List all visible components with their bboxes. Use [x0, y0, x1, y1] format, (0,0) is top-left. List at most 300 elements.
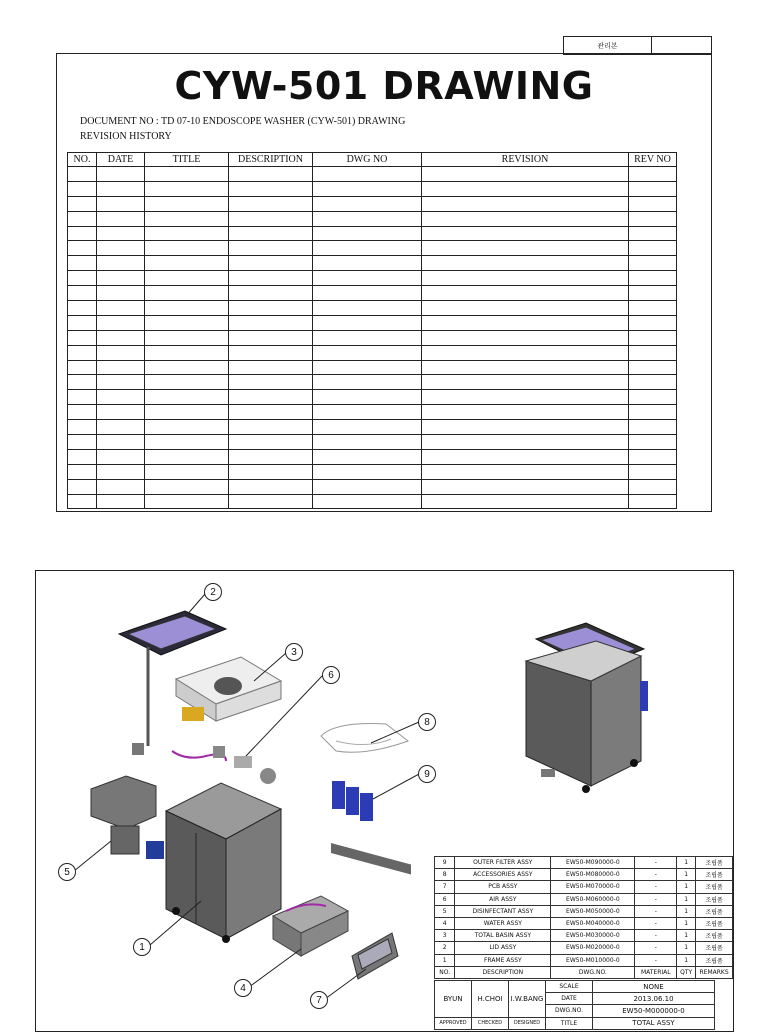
- table-cell: [145, 256, 229, 271]
- parts-cell-material: -: [635, 942, 677, 954]
- table-cell: [68, 494, 97, 509]
- revision-table-header: [68, 153, 677, 167]
- table-cell: [97, 211, 145, 226]
- table-cell: [313, 241, 422, 256]
- page-title: CYW-501 DRAWING: [174, 64, 594, 108]
- table-cell: [313, 479, 422, 494]
- table-cell: [313, 256, 422, 271]
- table-cell: [229, 390, 313, 405]
- table-cell: [229, 375, 313, 390]
- parts-list-row: [435, 881, 733, 893]
- table-row: [68, 286, 677, 301]
- parts-cell-material: -: [635, 893, 677, 905]
- table-cell: [313, 405, 422, 420]
- table-cell: [229, 330, 313, 345]
- table-cell: [313, 494, 422, 509]
- table-cell: [68, 420, 97, 435]
- table-cell: [229, 181, 313, 196]
- table-cell: [97, 479, 145, 494]
- table-row: [68, 405, 677, 420]
- table-cell: [313, 345, 422, 360]
- table-cell: [97, 315, 145, 330]
- table-cell: [97, 390, 145, 405]
- table-row: [68, 420, 677, 435]
- table-cell: [313, 390, 422, 405]
- table-cell: [145, 226, 229, 241]
- table-cell: [229, 167, 313, 182]
- parts-cell-remarks: 조립품: [696, 905, 733, 917]
- table-cell: [68, 181, 97, 196]
- parts-cell-material: -: [635, 954, 677, 966]
- table-cell: [629, 375, 677, 390]
- table-cell: [629, 271, 677, 286]
- table-row: [68, 256, 677, 271]
- table-cell: [629, 241, 677, 256]
- table-cell: [422, 449, 629, 464]
- table-cell: [97, 271, 145, 286]
- parts-cell-remarks: 조립품: [696, 917, 733, 929]
- parts-cell-description: DISINFECTANT ASSY: [455, 905, 551, 917]
- parts-list-row: [435, 942, 733, 954]
- table-cell: [229, 420, 313, 435]
- table-cell: [229, 494, 313, 509]
- parts-cell-material: -: [635, 869, 677, 881]
- table-cell: [313, 271, 422, 286]
- parts-cell-remarks: 조립품: [696, 881, 733, 893]
- table-cell: [422, 390, 629, 405]
- table-cell: [422, 196, 629, 211]
- parts-cell-description: TOTAL BASIN ASSY: [455, 930, 551, 942]
- parts-cell-qty: 1: [677, 893, 696, 905]
- table-cell: [229, 256, 313, 271]
- parts-cell-description: OUTER FILTER ASSY: [455, 857, 551, 869]
- table-cell: [145, 464, 229, 479]
- water-assy-drawing: [273, 896, 348, 956]
- table-row: [68, 301, 677, 316]
- table-cell: [97, 226, 145, 241]
- table-cell: [629, 405, 677, 420]
- document-number: DOCUMENT NO : TD 07-10 ENDOSCOPE WASHER (CYW-501) DRAWING: [80, 116, 406, 127]
- parts-cell-dwg-no: EW50-M080000-0: [551, 869, 635, 881]
- parts-cell-dwg-no: EW50-M020000-0: [551, 942, 635, 954]
- table-cell: [629, 435, 677, 450]
- table-cell: [229, 405, 313, 420]
- column-header: REV NO: [629, 153, 677, 167]
- parts-cell-no: 6: [435, 893, 455, 905]
- basin-assy-drawing: [176, 657, 281, 721]
- table-cell: [629, 167, 677, 182]
- parts-cell-qty: 1: [677, 869, 696, 881]
- table-cell: [229, 315, 313, 330]
- parts-cell-description: LID ASSY: [455, 942, 551, 954]
- table-cell: [145, 181, 229, 196]
- parts-cell-no: 1: [435, 954, 455, 966]
- parts-cell-material: -: [635, 881, 677, 893]
- table-cell: [68, 435, 97, 450]
- table-cell: [422, 405, 629, 420]
- table-cell: [422, 479, 629, 494]
- table-row: [68, 167, 677, 182]
- table-cell: [629, 449, 677, 464]
- parts-list-table: [434, 856, 733, 979]
- parts-list-row: [435, 954, 733, 966]
- parts-cell-remarks: 조립품: [696, 869, 733, 881]
- table-cell: [313, 181, 422, 196]
- table-cell: [229, 196, 313, 211]
- table-cell: [97, 464, 145, 479]
- parts-cell-dwg-no: EW50-M050000-0: [551, 905, 635, 917]
- date-label: DATE: [546, 993, 593, 1005]
- table-cell: [229, 286, 313, 301]
- parts-cell-qty: 1: [677, 857, 696, 869]
- balloon-2: 2: [204, 583, 222, 601]
- balloon-4: 4: [234, 979, 252, 997]
- table-cell: [68, 390, 97, 405]
- table-cell: [422, 494, 629, 509]
- table-cell: [422, 241, 629, 256]
- table-cell: [97, 196, 145, 211]
- table-cell: [68, 256, 97, 271]
- table-cell: [422, 256, 629, 271]
- parts-header-dwg-no: DWG.NO.: [551, 966, 635, 978]
- table-cell: [422, 360, 629, 375]
- table-cell: [68, 271, 97, 286]
- pcb-assy-drawing: [352, 933, 398, 979]
- table-cell: [97, 286, 145, 301]
- air-assy-drawing: [172, 746, 276, 784]
- table-cell: [97, 256, 145, 271]
- table-cell: [629, 420, 677, 435]
- table-cell: [145, 301, 229, 316]
- table-cell: [629, 286, 677, 301]
- dwg-no-label: DWG.NO.: [546, 1005, 593, 1017]
- parts-cell-material: -: [635, 917, 677, 929]
- parts-cell-description: FRAME ASSY: [455, 954, 551, 966]
- assembled-unit-drawing: [526, 623, 648, 793]
- table-cell: [97, 360, 145, 375]
- table-cell: [422, 315, 629, 330]
- table-cell: [629, 315, 677, 330]
- scale-value: NONE: [593, 981, 715, 993]
- table-cell: [422, 420, 629, 435]
- table-cell: [68, 330, 97, 345]
- table-cell: [422, 464, 629, 479]
- table-cell: [68, 196, 97, 211]
- table-cell: [97, 420, 145, 435]
- date-value: 2013.06.10: [593, 993, 715, 1005]
- parts-cell-no: 5: [435, 905, 455, 917]
- table-cell: [629, 181, 677, 196]
- table-cell: [313, 301, 422, 316]
- table-cell: [313, 464, 422, 479]
- table-cell: [97, 181, 145, 196]
- table-cell: [629, 464, 677, 479]
- table-cell: [97, 405, 145, 420]
- balloon-3: 3: [285, 643, 303, 661]
- table-cell: [422, 271, 629, 286]
- table-cell: [229, 464, 313, 479]
- table-row: [68, 196, 677, 211]
- column-header: NO.: [68, 153, 97, 167]
- table-cell: [145, 360, 229, 375]
- frame-assy-drawing: [166, 783, 281, 943]
- table-cell: [97, 167, 145, 182]
- parts-cell-dwg-no: EW50-M030000-0: [551, 930, 635, 942]
- table-cell: [97, 375, 145, 390]
- table-cell: [145, 435, 229, 450]
- table-cell: [313, 449, 422, 464]
- table-cell: [145, 390, 229, 405]
- parts-cell-dwg-no: EW50-M090000-0: [551, 857, 635, 869]
- table-cell: [97, 449, 145, 464]
- table-row: [68, 435, 677, 450]
- table-cell: [229, 301, 313, 316]
- parts-cell-remarks: 조립품: [696, 857, 733, 869]
- table-cell: [145, 479, 229, 494]
- approved-label: APPROVED: [435, 1017, 472, 1029]
- table-cell: [229, 345, 313, 360]
- table-cell: [629, 360, 677, 375]
- table-row: [68, 211, 677, 226]
- table-cell: [629, 226, 677, 241]
- table-cell: [422, 167, 629, 182]
- table-cell: [68, 286, 97, 301]
- table-row: [68, 390, 677, 405]
- table-cell: [97, 330, 145, 345]
- table-cell: [422, 211, 629, 226]
- table-cell: [229, 435, 313, 450]
- table-cell: [68, 405, 97, 420]
- table-cell: [145, 345, 229, 360]
- table-cell: [313, 226, 422, 241]
- parts-list-header: [435, 966, 733, 978]
- parts-cell-remarks: 조립품: [696, 893, 733, 905]
- balloon-7: 7: [310, 991, 328, 1009]
- table-cell: [145, 286, 229, 301]
- disinfectant-assy-drawing: [91, 776, 164, 859]
- table-cell: [68, 315, 97, 330]
- table-row: [68, 330, 677, 345]
- table-row: [68, 494, 677, 509]
- parts-cell-description: PCB ASSY: [455, 881, 551, 893]
- table-cell: [313, 196, 422, 211]
- table-cell: [68, 375, 97, 390]
- checked-label: CHECKED: [472, 1017, 509, 1029]
- assembly-drawing-sheet: [35, 570, 734, 1032]
- table-row: [68, 271, 677, 286]
- table-cell: [313, 360, 422, 375]
- parts-cell-qty: 1: [677, 942, 696, 954]
- table-cell: [145, 405, 229, 420]
- table-cell: [68, 449, 97, 464]
- table-cell: [313, 330, 422, 345]
- parts-cell-description: ACCESSORIES ASSY: [455, 869, 551, 881]
- parts-cell-qty: 1: [677, 917, 696, 929]
- table-cell: [422, 330, 629, 345]
- table-cell: [629, 256, 677, 271]
- parts-list-row: [435, 893, 733, 905]
- table-cell: [629, 494, 677, 509]
- parts-cell-remarks: 조립품: [696, 930, 733, 942]
- designed-name: I.W.BANG: [509, 981, 546, 1018]
- column-header: TITLE: [145, 153, 229, 167]
- table-cell: [229, 449, 313, 464]
- table-cell: [145, 375, 229, 390]
- parts-cell-description: WATER ASSY: [455, 917, 551, 929]
- revision-table: [67, 152, 677, 509]
- revision-history-heading: REVISION HISTORY: [80, 131, 172, 142]
- parts-cell-remarks: 조립품: [696, 942, 733, 954]
- column-header: DESCRIPTION: [229, 153, 313, 167]
- scale-label: SCALE: [546, 981, 593, 993]
- table-cell: [229, 211, 313, 226]
- table-cell: [68, 301, 97, 316]
- table-cell: [68, 464, 97, 479]
- parts-cell-no: 9: [435, 857, 455, 869]
- parts-list-row: [435, 930, 733, 942]
- table-cell: [422, 375, 629, 390]
- table-cell: [68, 211, 97, 226]
- column-header: DATE: [97, 153, 145, 167]
- balloon-9: 9: [418, 765, 436, 783]
- checked-name: H.CHOI: [472, 981, 509, 1018]
- balloon-5: 5: [58, 863, 76, 881]
- dwg-no-value: EW50-M000000-0: [593, 1005, 715, 1017]
- parts-cell-qty: 1: [677, 881, 696, 893]
- parts-list-row: [435, 869, 733, 881]
- balloon-6: 6: [322, 666, 340, 684]
- table-cell: [145, 330, 229, 345]
- table-row: [68, 181, 677, 196]
- table-cell: [97, 494, 145, 509]
- parts-header-no: NO.: [435, 966, 455, 978]
- table-cell: [97, 435, 145, 450]
- table-cell: [629, 196, 677, 211]
- accessories-assy-drawing: [321, 724, 408, 753]
- table-cell: [629, 330, 677, 345]
- parts-cell-dwg-no: EW50-M040000-0: [551, 917, 635, 929]
- parts-list-row: [435, 917, 733, 929]
- table-cell: [145, 196, 229, 211]
- table-row: [68, 449, 677, 464]
- table-cell: [313, 375, 422, 390]
- parts-list-row: [435, 905, 733, 917]
- parts-cell-no: 2: [435, 942, 455, 954]
- table-cell: [422, 226, 629, 241]
- revision-history-sheet: [56, 53, 712, 512]
- table-row: [68, 464, 677, 479]
- column-header: REVISION: [422, 153, 629, 167]
- parts-cell-no: 4: [435, 917, 455, 929]
- parts-cell-remarks: 조립품: [696, 954, 733, 966]
- parts-cell-no: 7: [435, 881, 455, 893]
- table-cell: [229, 271, 313, 286]
- parts-header-description: DESCRIPTION: [455, 966, 551, 978]
- parts-header-material: MATERIAL: [635, 966, 677, 978]
- parts-cell-material: -: [635, 905, 677, 917]
- control-label: 관리본: [564, 37, 652, 54]
- table-cell: [145, 315, 229, 330]
- table-cell: [68, 226, 97, 241]
- table-cell: [313, 286, 422, 301]
- column-header: DWG NO: [313, 153, 422, 167]
- table-cell: [422, 286, 629, 301]
- table-cell: [68, 241, 97, 256]
- table-cell: [145, 420, 229, 435]
- table-cell: [313, 315, 422, 330]
- table-cell: [422, 181, 629, 196]
- parts-cell-dwg-no: EW50-M070000-0: [551, 881, 635, 893]
- table-cell: [229, 479, 313, 494]
- parts-cell-description: AIR ASSY: [455, 893, 551, 905]
- table-cell: [145, 494, 229, 509]
- table-cell: [629, 345, 677, 360]
- table-cell: [97, 345, 145, 360]
- table-row: [68, 345, 677, 360]
- table-cell: [145, 449, 229, 464]
- parts-list-row: [435, 857, 733, 869]
- table-cell: [229, 241, 313, 256]
- table-row: [68, 226, 677, 241]
- table-cell: [229, 360, 313, 375]
- balloon-8: 8: [418, 713, 436, 731]
- parts-cell-no: 8: [435, 869, 455, 881]
- table-cell: [97, 301, 145, 316]
- balloon-1: 1: [133, 938, 151, 956]
- parts-cell-qty: 1: [677, 954, 696, 966]
- parts-cell-qty: 1: [677, 905, 696, 917]
- parts-cell-material: -: [635, 857, 677, 869]
- table-row: [68, 360, 677, 375]
- table-cell: [145, 167, 229, 182]
- parts-cell-no: 3: [435, 930, 455, 942]
- table-row: [68, 315, 677, 330]
- outer-filter-assy-drawing: [331, 781, 411, 874]
- title-block: [434, 980, 715, 1030]
- table-cell: [422, 435, 629, 450]
- table-cell: [629, 390, 677, 405]
- parts-header-remarks: REMARKS: [696, 966, 733, 978]
- table-cell: [422, 345, 629, 360]
- table-cell: [313, 167, 422, 182]
- table-cell: [68, 479, 97, 494]
- table-cell: [97, 241, 145, 256]
- table-cell: [145, 211, 229, 226]
- table-cell: [229, 226, 313, 241]
- table-cell: [422, 301, 629, 316]
- parts-cell-qty: 1: [677, 930, 696, 942]
- table-cell: [629, 479, 677, 494]
- table-cell: [145, 241, 229, 256]
- table-cell: [629, 211, 677, 226]
- table-cell: [145, 271, 229, 286]
- approved-name: BYUN: [435, 981, 472, 1018]
- table-row: [68, 479, 677, 494]
- parts-cell-dwg-no: EW50-M010000-0: [551, 954, 635, 966]
- parts-cell-dwg-no: EW50-M060000-0: [551, 893, 635, 905]
- table-row: [68, 375, 677, 390]
- table-row: [68, 241, 677, 256]
- title-label: TITLE: [546, 1017, 593, 1029]
- table-cell: [68, 345, 97, 360]
- table-cell: [313, 435, 422, 450]
- table-cell: [68, 167, 97, 182]
- table-cell: [313, 420, 422, 435]
- parts-header-qty: QTY: [677, 966, 696, 978]
- designed-label: DESIGNED: [509, 1017, 546, 1029]
- parts-cell-material: -: [635, 930, 677, 942]
- table-cell: [629, 301, 677, 316]
